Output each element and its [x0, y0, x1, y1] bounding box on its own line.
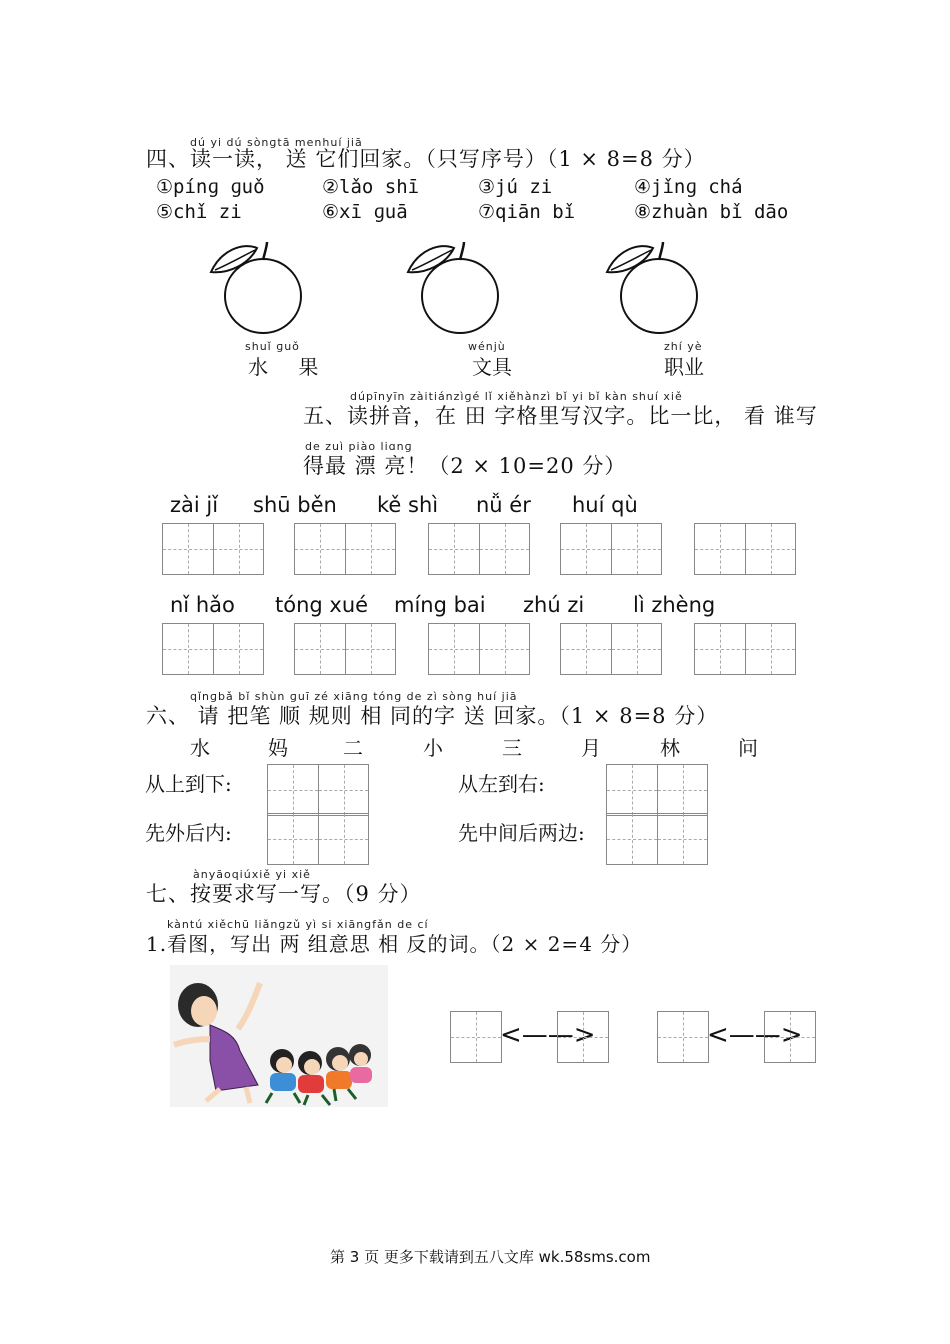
- tianzi-grid[interactable]: [162, 623, 264, 675]
- section6-title: 六、 请 把笔 顺 规则 相 同的字 送 回家。（1 × 8=8 分）: [146, 704, 719, 728]
- char: 水: [190, 736, 210, 760]
- apple-label-3: 职业: [664, 355, 704, 379]
- section5-title-2: 得最 漂 亮！（2 × 10=20 分）: [303, 454, 627, 478]
- option-4: ④jǐnɡ chá: [634, 176, 743, 198]
- section5-title-1: 五、读拼音，在 田 字格里写汉字。比一比， 看 谁写: [303, 404, 818, 428]
- char: 小: [423, 736, 443, 760]
- char: 问: [738, 736, 758, 760]
- section4-pinyin: dú yi dú sònɡtā menhuí jiā: [190, 136, 363, 149]
- section7-title: 七、按要求写一写。（9 分）: [146, 882, 422, 906]
- option-1: ①pínɡ ɡuǒ: [156, 176, 265, 198]
- label-left-right: 从左到右:: [458, 772, 545, 796]
- tianzi-grid[interactable]: [606, 813, 708, 865]
- label-top-bottom: 从上到下:: [145, 772, 232, 796]
- tianzi-grid[interactable]: [560, 523, 662, 575]
- tianzi-grid[interactable]: [294, 623, 396, 675]
- pinyin-word: kě shì: [377, 493, 439, 517]
- char: 妈: [268, 736, 288, 760]
- char: 月: [581, 736, 601, 760]
- option-7: ⑦qiān bǐ: [478, 201, 576, 223]
- option-2: ②lǎo shī: [322, 176, 420, 198]
- tianzi-grid[interactable]: [294, 523, 396, 575]
- apple-pinyin-3: zhí yè: [664, 340, 703, 353]
- tianzi-grid[interactable]: [557, 1011, 609, 1063]
- tianzi-grid[interactable]: [657, 1011, 709, 1063]
- tianzi-grid[interactable]: [764, 1011, 816, 1063]
- pinyin-word: lì zhèng: [633, 593, 716, 617]
- pinyin-word: nǚ ér: [476, 493, 531, 517]
- pinyin-word: zài jǐ: [170, 493, 219, 517]
- section7-pinyin: ànyāoqiúxiě yi xiě: [193, 868, 311, 881]
- tianzi-grid[interactable]: [267, 813, 369, 865]
- tianzi-grid[interactable]: [428, 623, 530, 675]
- page-footer: 第 3 页 更多下载请到五八文库 wk.58sms.com: [330, 1248, 651, 1266]
- section7-sub-title: 1.看图，写出 两 组意思 相 反的词。（2 × 2=4 分）: [146, 932, 643, 956]
- apple-icon: [402, 238, 512, 338]
- apple-icon: [205, 238, 315, 338]
- option-6: ⑥xī ɡuā: [322, 201, 408, 223]
- tianzi-grid[interactable]: [450, 1011, 502, 1063]
- double-arrow-icon: <——>: [500, 1020, 596, 1050]
- tianzi-grid[interactable]: [694, 623, 796, 675]
- option-5: ⑤chǐ zi: [156, 201, 242, 223]
- tianzi-grid[interactable]: [267, 764, 369, 816]
- pinyin-word: huí qù: [572, 493, 638, 517]
- apple-label-1: 水 果: [248, 355, 331, 379]
- option-3: ③jú zi: [478, 176, 553, 198]
- char: 林: [660, 736, 680, 760]
- section5-pinyin-2: de zuì piào liɑnɡ: [305, 440, 413, 453]
- char: 三: [502, 736, 522, 760]
- teacher-children-illustration: [170, 965, 388, 1107]
- pinyin-word: tóng xué: [275, 593, 369, 617]
- label-mid-sides: 先中间后两边:: [458, 821, 585, 845]
- pinyin-word: shū běn: [253, 493, 337, 517]
- label-out-in: 先外后内:: [145, 821, 232, 845]
- pinyin-word: nǐ hǎo: [170, 593, 235, 617]
- tianzi-grid[interactable]: [428, 523, 530, 575]
- section5-pinyin-1: dúpīnyīn zàitiánzìɡé lǐ xiěhànzì bǐ yi bǐ kàn shuí xiě: [350, 390, 683, 403]
- tianzi-grid[interactable]: [694, 523, 796, 575]
- double-arrow-icon: <——>: [707, 1020, 803, 1050]
- section7-sub-pinyin: kàntú xiěchū liǎnɡzǔ yì si xiānɡfǎn de cí: [167, 918, 429, 931]
- tianzi-grid[interactable]: [162, 523, 264, 575]
- apple-label-2: 文具: [472, 355, 512, 379]
- pinyin-word: zhú zi: [523, 593, 585, 617]
- pinyin-word: míng bai: [394, 593, 486, 617]
- section6-pinyin: qǐnɡbǎ bǐ shùn ɡuī zé xiānɡ tónɡ de zì sònɡ huí jiā: [190, 690, 518, 703]
- tianzi-grid[interactable]: [560, 623, 662, 675]
- apple-pinyin-2: wénjù: [468, 340, 506, 353]
- apple-icon: [601, 238, 711, 338]
- section4-title: 四、读一读， 送 它们回家。（只写序号）（1 × 8=8 分）: [146, 147, 706, 171]
- option-8: ⑧zhuàn bǐ dāo: [634, 201, 789, 223]
- tianzi-grid[interactable]: [606, 764, 708, 816]
- char: 二: [343, 736, 363, 760]
- apple-pinyin-1: shuǐ ɡuǒ: [245, 340, 300, 353]
